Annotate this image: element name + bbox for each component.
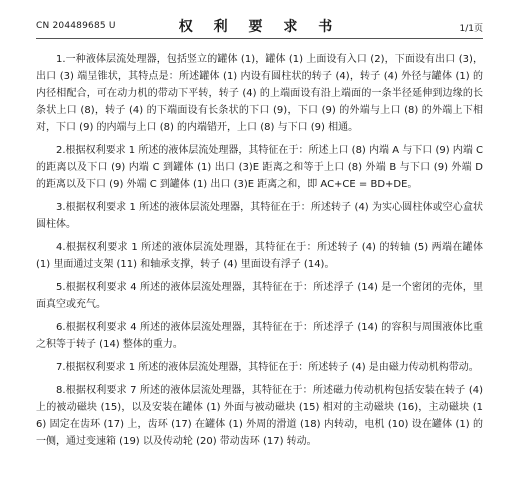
claim-5: 5.根据权利要求 4 所述的液体层流处理器，其特征在于：所述浮子 (14) 是一个密闭的壳体，里面真空或充气。	[36, 282, 483, 310]
document-title: 权 利 要 求 书	[178, 19, 341, 35]
page-number: 1/1页	[459, 24, 483, 34]
claims-list	[36, 51, 483, 450]
claim-3: 3.根据权利要求 1 所述的液体层流处理器，其特征在于：所述转子 (4) 为实心圆柱体或空心盒状圆柱体。	[36, 202, 483, 230]
patent-number: CN 204489685 U	[36, 21, 116, 31]
claim-6: 6.根据权利要求 4 所述的液体层流处理器，其特征在于：所述浮子 (14) 的容积与周围液体比重之积等于转子 (14) 整体的重力。	[36, 322, 483, 350]
claim-7: 7.根据权利要求 1 所述的液体层流处理器，其特征在于：所述转子 (4) 是由磁力传动机构带动。	[56, 362, 479, 373]
claim-8: 8.根据权利要求 7 所述的液体层流处理器，其特征在于：所述磁力传动机构包括安装在转子 (4) 上的被动磁块 (15)，以及安装在罐体 (1) 外面与被动磁块 (15) 相对的主动磁块 (16)，主动磁块 (16) 固定在齿环 (17) 上，齿环 (17) 在罐体 (1) 外周的滑道 (18) 内转动，电机 (10) 设在罐体 (1) 的一侧，通过变速箱 (19) 以及传动轮 (20) 带动齿环 (17) 转动。	[36, 385, 483, 447]
claim-4: 4.根据权利要求 1 所述的液体层流处理器，其特征在于：所述转子 (4) 的转轴 (5) 两端在罐体 (1) 里面通过支架 (11) 和轴承支撑，转子 (4) 里面设有浮子 (14)。	[36, 242, 483, 270]
claim-2: 2.根据权利要求 1 所述的液体层流处理器，其特征在于：所述上口 (8) 内端 A 与下口 (9) 内端 C 的距离以及下口 (9) 内端 C 到罐体 (1) 出口 (3)E 距离之和等于上口 (8) 外端 B 与下口 (9) 外端 D 的距离以及下口 (9) 外端 C 到罐体 (1) 出口 (3)E 距离之和，即 AC+CE = BD+DE。	[36, 145, 483, 190]
claim-1: 1.一种液体层流处理器，包括竖立的罐体 (1)，罐体 (1) 上面设有入口 (2)，下面设有出口 (3)，出口 (3) 端呈锥状，其特点是：所述罐体 (1) 内设有圆柱状的转子 (4)，转子 (4) 外径与罐体 (1) 的内径相配合，可在动力机的带动下平转，转子 (4) 的上端面设有沿上端面的一条半径延伸到边缘的长条状上口 (8)，转子 (4) 的下端面设有长条状的下口 (9)，下口 (9) 的外端与上口 (8) 的外端上下相对，下口 (9) 的内端与上口 (8) 的内端错开，上口 (8) 与下口 (9) 相通。	[36, 54, 483, 133]
page-header	[36, 14, 483, 39]
